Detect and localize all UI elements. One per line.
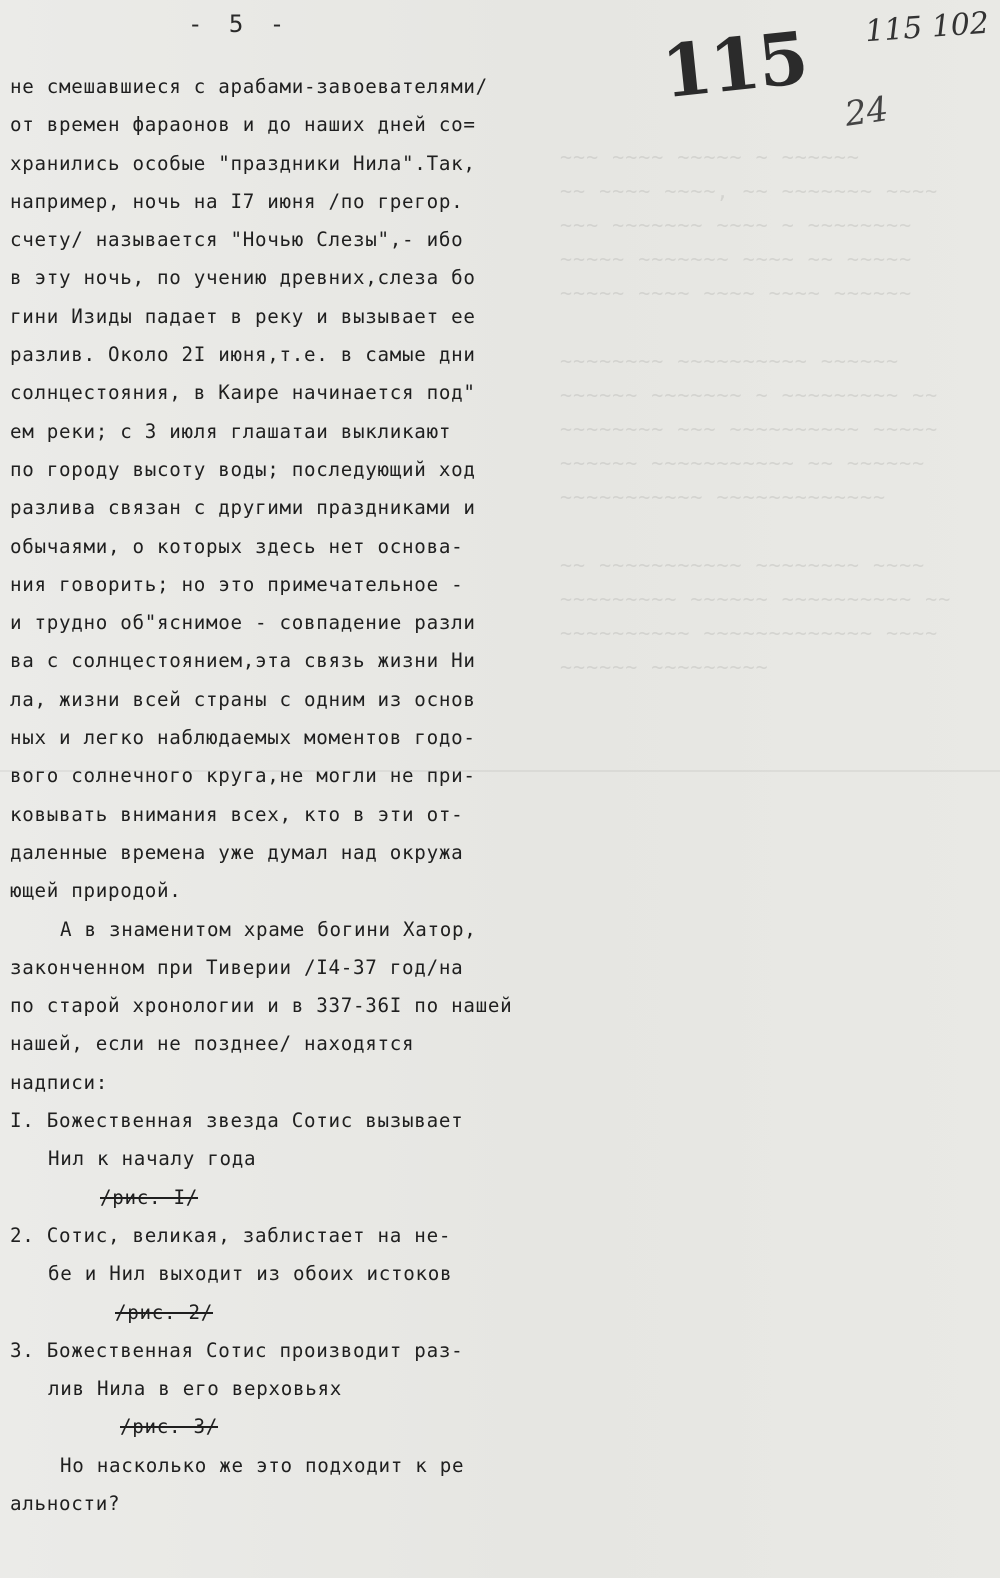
text-line: вого солнечного круга,не могли не при- <box>10 764 476 788</box>
text-line: ния говорить; но это примечательное - <box>10 572 464 596</box>
text-line: разлив. Около 2I июня,т.е. в самые дни <box>10 343 476 367</box>
archive-old-number: 24 <box>842 89 891 135</box>
paragraph-first-line: Но насколько же это подходит к ре <box>60 1453 465 1477</box>
figure-reference: /рис. 2/ <box>115 1300 214 1324</box>
text-line: даленные времена уже думал над окружа <box>10 840 464 864</box>
text-line: от времен фараонов и до наших дней со= <box>10 113 476 137</box>
text-line: ющей природой. <box>10 879 182 903</box>
text-line: альности? <box>10 1491 121 1515</box>
text-line: разлива связан с другими праздниками и <box>10 496 476 520</box>
typewritten-text <box>10 68 550 1523</box>
text-line: гини Изиды падает в реку и вызывает ее <box>10 304 476 328</box>
text-line: по городу высоту воды; последующий ход <box>10 457 476 481</box>
figure-reference: /рис. 3/ <box>120 1415 219 1439</box>
text-line: ла, жизни всей страны с одним из основ <box>10 687 476 711</box>
text-line: нашей, если не позднее/ находятся <box>10 1032 415 1056</box>
text-line: ва с солнцестоянием,эта связь жизни Ни <box>10 649 476 673</box>
text-line: ем реки; с 3 июля глашатаи выкликают <box>10 419 452 443</box>
text-line: ных и легко наблюдаемых моментов годо- <box>10 726 476 750</box>
archive-marks <box>640 0 1000 150</box>
text-line: в эту ночь, по учению древних,слеза бо <box>10 266 476 290</box>
inscription-item: 3. Божественная Сотис производит раз- <box>10 1338 464 1362</box>
text-line: и трудно об"яснимое - совпадение разли <box>10 611 476 635</box>
text-line: счету/ называется "Ночью Слезы",- ибо <box>10 228 464 252</box>
text-line: надписи: <box>10 1070 109 1094</box>
figure-reference: /рис. I/ <box>100 1185 199 1209</box>
page-number: - 5 - <box>188 10 291 38</box>
text-line: не смешавшиеся с арабами-завоевателями/ <box>10 75 488 98</box>
text-line: по старой хронологии и в 337-36I по нашей <box>10 994 513 1018</box>
inscription-item: 2. Сотис, великая, заблистает на не- <box>10 1223 452 1247</box>
paragraph-first-line: А в знаменитом храме богини Хатор, <box>60 917 477 941</box>
inscription-item: I. Божественная звезда Сотис вызывает <box>10 1109 464 1133</box>
text-line: хранились особые "праздники Нила".Так, <box>10 151 476 175</box>
archive-stamp-number: 115 <box>657 14 811 115</box>
text-line: например, ночь на I7 июня /по грегор. <box>10 189 464 213</box>
text-line: ковывать внимания всех, кто в эти от- <box>10 802 464 826</box>
text-line: солнцестояния, в Каире начинается под" <box>10 381 476 405</box>
show-through-text: ~~~ ~~~~ ~~~~~ ~ ~~~~~~ ~~ ~~~~ ~~~~, ~~ ~~~~~~~ ~~~~ ~~~ ~~~~~~~ ~~~~ ~ ~~~~~~~~ ~~~~~ ~~~~~~~ ~~~~ ~~ ~~~~~ ~~~~~ ~~~~ ~~~~ ~~~~ ~~~~~~ ~~~~~~~~ ~~~~~~~~~~ ~~~~~~ ~~~~~~ ~~~~~~~ ~ ~~~~~~~~~ ~~ ~~~~~~~~ ~~~ ~~~~~~~~~~ ~~~~~ ~~~~~~ ~~~~~~~~~~~ ~~ ~~~~~~ ~~~~~~~~~~~ ~~~~~~~~~~~~~ ~~ ~~~~~~~~~~~ ~~~~~~~~ ~~~~ ~~~~~~~~~ ~~~~~~ ~~~~~~~~~~ ~~ ~~~~~~~~~~ ~~~~~~~~~~~~~ ~~~~ ~~~~~~ ~~~~~~~~~ <box>560 145 952 679</box>
inscription-continuation: бе и Нил выходит из обоих истоков <box>48 1262 453 1286</box>
archive-number: 115 102 <box>863 5 991 50</box>
inscription-continuation: лив Нила в его верховьях <box>48 1377 343 1401</box>
text-line: обычаями, о которых здесь нет основа- <box>10 534 464 558</box>
inscription-continuation: Нил к началу года <box>48 1147 257 1171</box>
text-line: законченном при Тиверии /I4-37 год/на <box>10 955 464 979</box>
